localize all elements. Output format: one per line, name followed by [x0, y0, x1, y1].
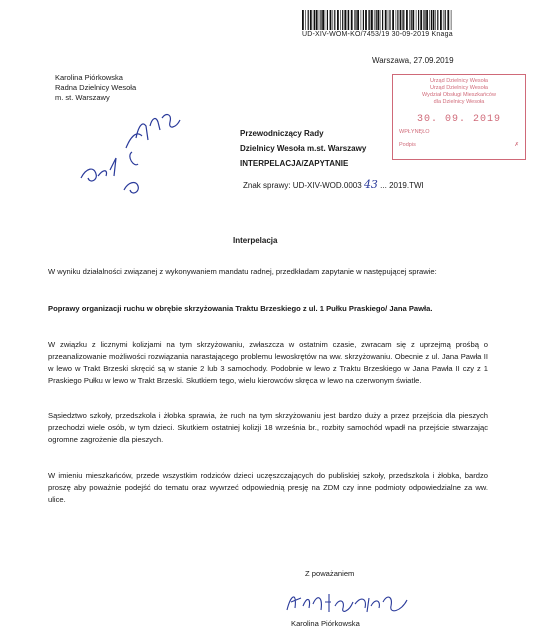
recipient-line-2: Dzielnicy Wesoła m.st. Warszawy [240, 144, 367, 153]
barcode-bar [305, 10, 306, 30]
barcode-bar [429, 10, 430, 30]
barcode-bar [363, 10, 364, 30]
barcode-bar [420, 10, 422, 30]
barcode-bar [392, 10, 394, 30]
stamp-wpl-label: WPŁYNĘŁO [399, 129, 430, 135]
stamp-date: 30. 09. 2019 [416, 114, 501, 125]
barcode-bar [361, 10, 362, 30]
barcode-bar [403, 10, 404, 30]
barcode-bar [382, 10, 383, 30]
barcode-bar [377, 10, 379, 30]
barcode-bar [440, 10, 442, 30]
stamp-checkmark-icon: ✗ [514, 142, 519, 148]
barcode-bar [334, 10, 335, 30]
registry-stamp [392, 74, 526, 160]
signer-name: Karolina Piórkowska [291, 619, 360, 628]
barcode-bar [400, 10, 402, 30]
recipient-block [240, 126, 366, 171]
barcode-bar [409, 10, 410, 30]
stamp-line: Urząd Dzielnicy Wesoła [430, 85, 488, 91]
barcode-bar [308, 10, 309, 30]
barcode-bar [423, 10, 424, 30]
barcode-bar [365, 10, 367, 30]
barcode-bar [396, 10, 397, 30]
paragraph-subject: Poprawy organizacji ruchu w obrębie skrzyżowania Traktu Brzeskiego z ul. 1 Pułku Praskiego/ Jana Pawła. [48, 304, 433, 313]
barcode-bar [330, 10, 332, 30]
sender-block [55, 73, 136, 103]
barcode-bar [340, 10, 341, 30]
barcode-bar [319, 10, 320, 30]
handwritten-annotation [76, 108, 186, 203]
barcode-bar [368, 10, 369, 30]
sender-city: m. st. Warszawy [55, 93, 110, 102]
barcode-bar [416, 10, 417, 30]
closing-greeting: Z poważaniem [305, 569, 355, 578]
barcode-bar [371, 10, 373, 30]
barcode-bar [347, 10, 348, 30]
barcode-bar [342, 10, 343, 30]
barcode-bar [327, 10, 328, 30]
paragraph-body-1: W związku z licznymi kolizjami na tym skrzyżowaniu, zwłaszcza w ostatnim czasie, zwracam się z uprzejmą prośbą o przeanalizowanie możliwości rozwiązania narastającego problemu lewoskrętów na ww. skrzyżowaniu. Obecnie z ul. Jana Pawła II w lewo w Trakt Brzeski skręcić są w stanie 2 lub 3 samochody. Podobnie w lewo z Traktu Brzeskiego w Jana Pawła II czy z 1 Praskiego Pułku w lewo w Trakt Brzeski. Skutkiem tego, wielu kierowców skręca w lewo na czerwonym światle. [48, 340, 488, 385]
recipient-line-3: INTERPELACJA/ZAPYTANIE [240, 159, 349, 168]
recipient-line-1: Przewodniczący Rady [240, 129, 324, 138]
stamp-line: dla Dzielnicy Wesoła [433, 99, 485, 105]
letter-date: Warszawa, 27.09.2019 [372, 56, 454, 65]
barcode-bar [314, 10, 315, 30]
barcode-bar [447, 10, 449, 30]
barcode-bar [337, 10, 339, 30]
handwritten-signature [283, 584, 413, 619]
barcode-bar [435, 10, 436, 30]
barcode-bar [351, 10, 353, 30]
sender-name: Karolina Piórkowska [55, 73, 123, 82]
paragraph-body-2: Sąsiedztwo szkoły, przedszkola i żłobka sprawia, że ruch na tym skrzyżowaniu jest bardzo duży a przez przejścia dla pieszych przechodzi wiele osób, w tym dzieci. Skutkiem ostatniej kolizji 18 września br., rozbity samochód wpadł na przejście stwarzając ogromne zagrożenie dla pieszych. [48, 411, 488, 444]
barcode-bar [412, 10, 414, 30]
barcode-bar [374, 10, 375, 30]
document-title: Interpelacja [233, 236, 278, 245]
registration-number: UD-XIV-WOM-KO/7453/19 30-09-2019 Knaga [302, 31, 453, 38]
barcode-bar [424, 10, 425, 30]
barcode-bar [402, 10, 403, 30]
barcode-bar [433, 10, 435, 30]
barcode-bar [380, 10, 381, 30]
barcode-bar [385, 10, 387, 30]
barcode-bar [313, 10, 314, 30]
barcode-bar [411, 10, 412, 30]
stamp-podpis-label: Podpis [399, 142, 416, 148]
barcode-bar [344, 10, 346, 30]
case-ref-handwritten-number: 43 [363, 178, 378, 191]
paragraph-intro: W wyniku działalności związanej z wykonywaniem mandatu radnej, przedkładam zapytanie w następującej sprawie: [48, 267, 437, 276]
stamp-line: Urząd Dzielnicy Wesoła [430, 78, 488, 84]
barcode-bar [388, 10, 389, 30]
case-ref-suffix: ... 2019.TWI [380, 181, 424, 190]
barcode-bar [426, 10, 428, 30]
barcode-bar [302, 10, 304, 30]
barcode-bar [316, 10, 318, 30]
barcode-bar [437, 10, 438, 30]
barcode-bar [389, 10, 390, 30]
barcode-bar [397, 10, 398, 30]
case-ref-prefix: Znak sprawy: UD-XIV-WOD.0003 [243, 181, 362, 190]
barcode-bar [451, 10, 452, 30]
barcode-bar [369, 10, 370, 30]
barcode-bar [418, 10, 419, 30]
stamp-line: Wydział Obsługi Mieszkańców [422, 92, 496, 98]
barcode-bar [355, 10, 356, 30]
paragraph-body-3: W imieniu mieszkańców, przede wszystkim rodziców dzieci uczęszczających do publiskiej szkoły, przedszkola i żłobka, bardzo proszę aby poważnie podejść do tematu oraz wywrzeć odpowiednią presję na ZDM czy inne podmioty odpowiedzialne za ww. ulice. [48, 471, 488, 504]
barcode [302, 10, 452, 30]
barcode-bar [445, 10, 446, 30]
barcode-bar [406, 10, 408, 30]
barcode-bar [322, 10, 324, 30]
barcode-bar [376, 10, 377, 30]
barcode-bar [431, 10, 432, 30]
barcode-bar [310, 10, 312, 30]
barcode-bar [320, 10, 321, 30]
barcode-bar [357, 10, 359, 30]
barcode-bar [333, 10, 334, 30]
barcode-bar [443, 10, 444, 30]
case-reference [243, 178, 424, 191]
barcode-bar [354, 10, 355, 30]
barcode-bar [348, 10, 349, 30]
sender-role: Radna Dzielnicy Wesoła [55, 83, 137, 92]
barcode-bar [325, 10, 326, 30]
